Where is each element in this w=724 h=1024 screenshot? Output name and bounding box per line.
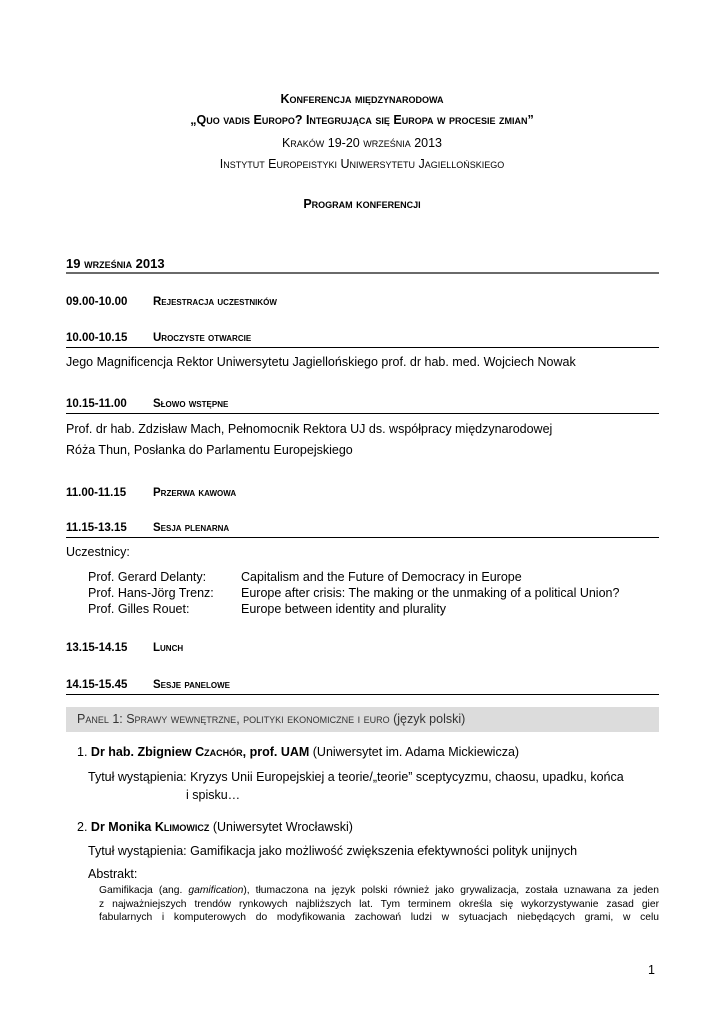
speaker-name-first: Dr hab. Zbigniew bbox=[90, 745, 196, 759]
session-line: Róża Thun, Posłanka do Parlamentu Europejskiego bbox=[66, 443, 353, 457]
plenary-talk-title: Capitalism and the Future of Democracy in Europe bbox=[241, 570, 522, 584]
speaker-affiliation: (Uniwersytet Wrocławski) bbox=[209, 820, 353, 834]
speaker-title-suffix: , prof. UAM bbox=[242, 745, 310, 759]
plenary-talk-title: Europe between identity and plurality bbox=[241, 602, 446, 616]
session-time: 11.15-13.15 bbox=[66, 522, 127, 534]
page-number: 1 bbox=[648, 963, 655, 977]
talk-title-line bbox=[88, 844, 577, 858]
session-time: 10.15-11.00 bbox=[66, 398, 127, 410]
abstract-term: gamification bbox=[188, 885, 244, 896]
speaker-surname: Klimowicz bbox=[154, 820, 210, 834]
session-line: Prof. dr hab. Zdzisław Mach, Pełnomocnik Rektora UJ ds. współpracy międzynarodowej bbox=[66, 422, 553, 436]
conference-subtitle: „Quo vadis Europo? Integrująca się Europa w procesie zmian” bbox=[190, 113, 534, 127]
session-time: 10.00-10.15 bbox=[66, 332, 128, 344]
talk-label: Tytuł wystąpienia: bbox=[88, 844, 187, 858]
abstract-line: Gamifikacja (ang. gamification), tłumaczona na język polski również jako grywalizacja, została uznawana za jeden bbox=[99, 885, 659, 896]
session-divider bbox=[66, 413, 659, 414]
session-time: 11.00-11.15 bbox=[66, 487, 127, 499]
session-divider bbox=[66, 347, 659, 348]
session-divider bbox=[66, 694, 659, 695]
program-heading: Program konferencji bbox=[303, 197, 421, 211]
talk-title-continuation: i spisku… bbox=[186, 788, 241, 802]
session-time: 09.00-10.00 bbox=[66, 296, 128, 308]
abstract-line: z najważniejszych trendów rynkowych najbliższych lat. Tym terminem określa się wykorzystywanie zasad gier bbox=[99, 898, 659, 910]
abstract-label: Abstrakt: bbox=[88, 867, 138, 881]
plenary-speaker-name: Prof. Hans-Jörg Trenz: bbox=[88, 586, 214, 600]
conference-title: Konferencja międzynarodowa bbox=[280, 92, 444, 106]
speaker-name bbox=[91, 820, 209, 834]
speaker-name-first: Dr Monika bbox=[90, 820, 155, 834]
session-title: Przerwa kawowa bbox=[153, 487, 237, 499]
plenary-talk-title: Europe after crisis: The making or the unmaking of a political Union? bbox=[241, 586, 620, 600]
talk-title: Kryzys Unii Europejskiej a teorie/„teorie” sceptycyzmu, chaosu, upadku, końca bbox=[186, 770, 624, 784]
talk-title-line bbox=[88, 770, 624, 784]
abstract-line: fabularnych i komputerowych do modyfikowania zachowań ludzi w sytuacjach niebędących grami, w celu bbox=[99, 912, 659, 923]
day-heading: 19 września 2013 bbox=[66, 256, 165, 271]
session-title: Sesje panelowe bbox=[153, 679, 230, 691]
day-divider bbox=[66, 272, 659, 274]
abstract-text bbox=[99, 884, 659, 925]
session-line: Jego Magnificencja Rektor Uniwersytetu Jagiellońskiego prof. dr hab. med. Wojciech Nowak bbox=[66, 355, 576, 369]
session-title: Sesja plenarna bbox=[153, 522, 230, 534]
speaker-name bbox=[91, 745, 309, 759]
speaker-number: 2. bbox=[77, 820, 88, 834]
conference-place-date: Kraków 19-20 września 2013 bbox=[281, 136, 443, 150]
panel-heading bbox=[77, 712, 465, 726]
plenary-speaker-name: Prof. Gerard Delanty: bbox=[88, 570, 207, 584]
institute-name: Instytut Europeistyki Uniwersytetu Jagiellońskiego bbox=[219, 157, 505, 171]
talk-title: Gamifikacja jako możliwość zwiększenia efektywności polityk unijnych bbox=[186, 844, 578, 858]
session-title: Lunch bbox=[153, 642, 184, 654]
speaker-entry bbox=[77, 820, 353, 834]
session-title: Rejestracja uczestników bbox=[153, 296, 277, 308]
speaker-affiliation: (Uniwersytet im. Adama Mickiewicza) bbox=[309, 745, 520, 759]
speaker-surname: Czachór bbox=[195, 745, 243, 759]
plenary-speaker-name: Prof. Gilles Rouet: bbox=[88, 602, 190, 616]
panel-language: (język polski) bbox=[393, 712, 466, 726]
panel-label: Panel 1: Sprawy wewnętrzne, polityki ekonomiczne i euro bbox=[77, 712, 390, 726]
speaker-entry bbox=[77, 745, 519, 759]
talk-label: Tytuł wystąpienia: bbox=[88, 770, 187, 784]
session-title: Słowo wstępne bbox=[153, 398, 229, 410]
session-time: 13.15-14.15 bbox=[66, 642, 128, 654]
participants-label: Uczestnicy: bbox=[66, 545, 130, 559]
session-time: 14.15-15.45 bbox=[66, 679, 128, 691]
speaker-number: 1. bbox=[77, 745, 88, 759]
session-title: Uroczyste otwarcie bbox=[153, 332, 252, 344]
session-divider bbox=[66, 537, 659, 538]
